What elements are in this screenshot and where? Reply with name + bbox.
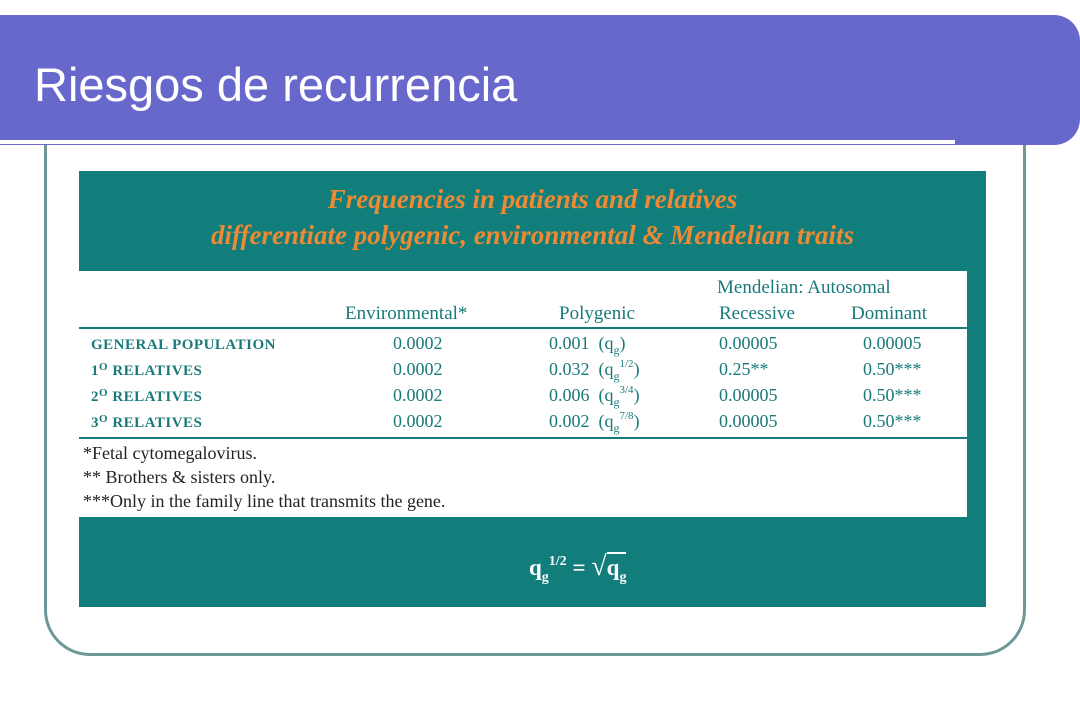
- cell-dominant: 0.50***: [863, 359, 922, 379]
- cell-dominant: 0.00005: [863, 333, 922, 353]
- title-bar: [0, 15, 1080, 145]
- footnote-1: *Fetal cytomegalovirus.: [83, 443, 257, 463]
- radical-symbol: √: [591, 551, 607, 582]
- cell-polygenic: 0.006 $(q_g^{3/4})$: [549, 384, 640, 409]
- column-header-dominant: Dominant: [851, 303, 927, 324]
- figure-heading-line-2: differentiate polygenic, environmental & Mendelian traits: [211, 220, 854, 250]
- cell-recessive: 0.00005: [719, 333, 778, 353]
- cell-recessive: 0.25**: [719, 359, 769, 379]
- cell-recessive: 0.00005: [719, 385, 778, 405]
- row-label: GENERAL POPULATION: [91, 337, 276, 353]
- title-underline: [0, 140, 955, 144]
- row-label: $2^O$ RELATIVES: [91, 387, 203, 405]
- cell-environmental: 0.0002: [393, 385, 443, 405]
- frequency-table: [79, 271, 967, 517]
- figure-panel: [79, 171, 986, 607]
- footnote-3: ***Only in the family line that transmits the gene.: [83, 491, 446, 511]
- mendelian-group-header: Mendelian: Autosomal: [717, 277, 891, 298]
- cell-environmental: 0.0002: [393, 359, 443, 379]
- cell-dominant: 0.50***: [863, 411, 922, 431]
- column-header-environmental: Environmental*: [345, 303, 468, 324]
- row-label: $3^O$ RELATIVES: [91, 413, 203, 431]
- cell-polygenic: 0.002 $(q_g^{7/8})$: [549, 410, 640, 435]
- column-header-recessive: Recessive: [719, 303, 795, 324]
- cell-recessive: 0.00005: [719, 411, 778, 431]
- cell-dominant: 0.50***: [863, 385, 922, 405]
- cell-polygenic: 0.032 $(q_g^{1/2})$: [549, 358, 640, 383]
- cell-environmental: 0.0002: [393, 333, 443, 353]
- figure-heading-line-1: Frequencies in patients and relatives: [327, 184, 738, 214]
- footnote-2: ** Brothers & sisters only.: [83, 467, 276, 487]
- cell-polygenic: 0.001 $(q_g)$: [549, 333, 626, 357]
- body-rule: [79, 437, 967, 439]
- figure-heading: [79, 181, 986, 253]
- slide-title: Riesgos de recurrencia: [34, 58, 518, 111]
- sqrt-formula: $q_g^{1/2} = √q_g$: [529, 551, 627, 585]
- column-header-polygenic: Polygenic: [559, 303, 635, 324]
- row-label: $1^O$ RELATIVES: [91, 361, 203, 379]
- header-rule: [79, 327, 967, 329]
- cell-environmental: 0.0002: [393, 411, 443, 431]
